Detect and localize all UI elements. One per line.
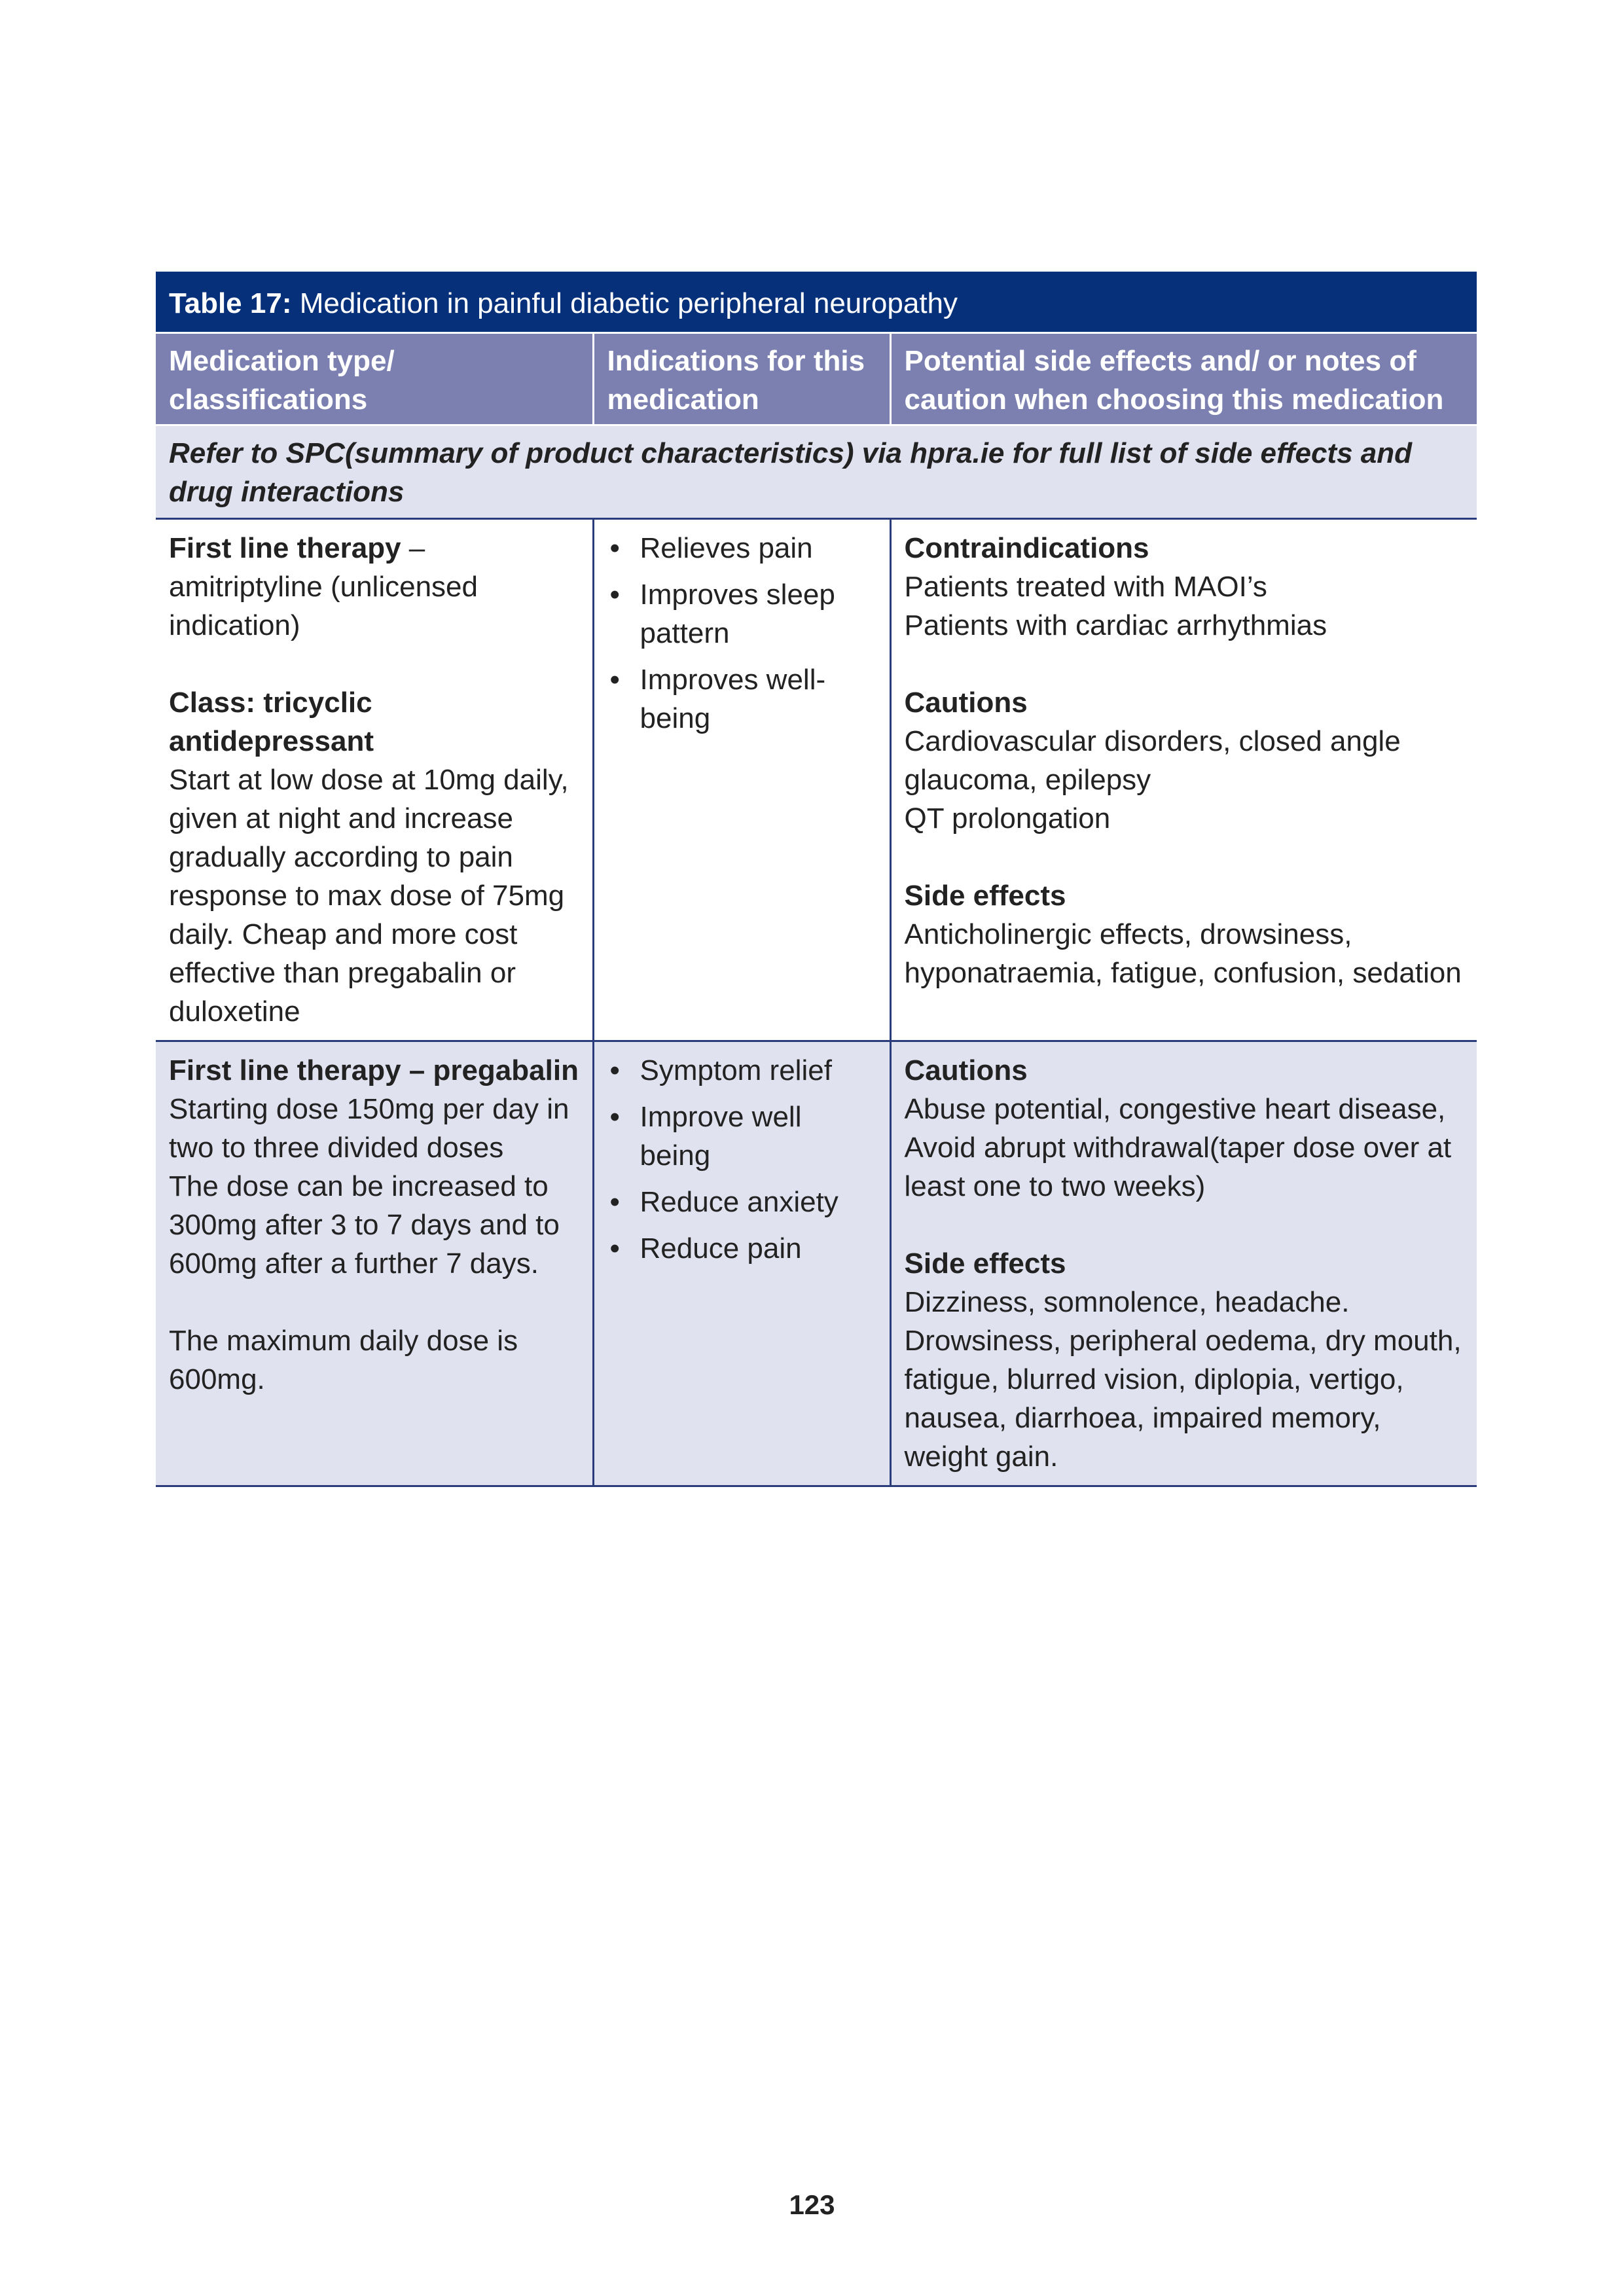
table-caption-row <box>156 272 1477 333</box>
table-row <box>156 519 1477 1041</box>
spacer <box>905 838 1464 876</box>
bullet-icon: • <box>609 1101 620 1133</box>
bullet-icon: • <box>609 579 620 611</box>
bullet-icon: • <box>609 664 620 696</box>
bullet-icon: • <box>609 1232 620 1265</box>
medication-title <box>169 529 579 645</box>
contraindication-text: Patients treated with MAOI’s <box>904 571 1267 603</box>
spacer <box>169 1283 579 1321</box>
medication-dosing-text: The dose can be increased to 300mg after 3 to 7 days and to 600mg after a further 7 days. <box>169 1170 560 1280</box>
side-effects-text: Drowsiness, peripheral oedema, dry mouth, fatigue, blurred vision, diplopia, vertigo, nausea, diarrhoea, impaired memory, weight gain. <box>904 1325 1462 1473</box>
list-item <box>607 660 876 738</box>
column-header-indications: Indications for this medication <box>593 333 890 425</box>
medication-table-container <box>156 272 1477 1487</box>
indications-cell-pregabalin <box>593 1041 890 1486</box>
indications-list <box>607 1051 876 1268</box>
refer-note-row <box>156 425 1477 519</box>
table-caption <box>156 272 1477 333</box>
refer-note: Refer to SPC(summary of product characteristics) via hpra.ie for full list of side effects and drug interactions <box>156 425 1477 519</box>
list-item <box>607 529 876 567</box>
list-item <box>607 1229 876 1268</box>
medication-title: First line therapy – pregabalin <box>169 1054 579 1086</box>
medication-class-heading: Class: tricyclic antidepressant <box>169 687 374 757</box>
notes-cell-amitriptyline <box>890 519 1477 1041</box>
medication-cell-amitriptyline <box>156 519 593 1041</box>
side-effects-text: Anticholinergic effects, drowsiness, hyponatraemia, fatigue, confusion, sedation <box>904 918 1462 989</box>
notes-cell-pregabalin <box>890 1041 1477 1486</box>
indication-text: Improve well being <box>640 1101 802 1172</box>
cautions-heading: Cautions <box>904 1054 1028 1086</box>
indications-list <box>607 529 876 738</box>
side-effects-text: Dizziness, somnolence, headache. <box>904 1286 1350 1318</box>
indication-text: Improves sleep pattern <box>640 579 835 649</box>
contraindication-text: Patients with cardiac arrhythmias <box>904 609 1327 641</box>
indications-cell-amitriptyline <box>593 519 890 1041</box>
bullet-icon: • <box>609 1186 620 1218</box>
cautions-text: Avoid abrupt withdrawal(taper dose over at least one to two weeks) <box>904 1132 1452 1202</box>
column-header-side-effects: Potential side effects and/ or notes of caution when choosing this medication <box>890 333 1477 425</box>
indication-text: Relieves pain <box>640 532 813 564</box>
column-header-medication-type: Medication type/ classifications <box>156 333 593 425</box>
indication-text: Reduce anxiety <box>640 1186 839 1218</box>
indication-text: Improves well-being <box>640 664 826 734</box>
spacer <box>905 1206 1464 1244</box>
table-caption-text: Medication in painful diabetic peripheral neuropathy <box>291 287 958 319</box>
table-caption-label: Table 17: <box>169 287 292 319</box>
side-effects-heading: Side effects <box>904 880 1066 912</box>
medication-cell-pregabalin <box>156 1041 593 1486</box>
indication-text: Reduce pain <box>640 1232 802 1265</box>
cautions-text: QT prolongation <box>904 802 1111 834</box>
table-row <box>156 1041 1477 1486</box>
list-item <box>607 1051 876 1090</box>
medication-title-bold: First line therapy <box>169 532 401 564</box>
table-header-row <box>156 333 1477 425</box>
contraindications-heading: Contraindications <box>904 532 1149 564</box>
medication-table <box>156 272 1477 1487</box>
cautions-text: Cardiovascular disorders, closed angle glaucoma, epilepsy <box>904 725 1401 796</box>
spacer <box>905 645 1464 683</box>
side-effects-heading: Side effects <box>904 1247 1066 1280</box>
cautions-heading: Cautions <box>904 687 1028 719</box>
bullet-icon: • <box>609 532 620 564</box>
cautions-text: Abuse potential, congestive heart disease, <box>904 1093 1446 1125</box>
medication-title-rest: – amitriptyline (unlicensed indication) <box>169 532 478 641</box>
list-item <box>607 1183 876 1221</box>
list-item <box>607 1098 876 1175</box>
spacer <box>169 645 579 683</box>
bullet-icon: • <box>609 1054 620 1086</box>
medication-dosing-text: Start at low dose at 10mg daily, given at night and increase gradually according to pain response to max dose of 75mg daily. Cheap and more cost effective than pregabalin or duloxetine <box>169 764 569 1028</box>
page-number: 123 <box>789 2189 835 2220</box>
indication-text: Symptom relief <box>640 1054 832 1086</box>
list-item <box>607 575 876 653</box>
medication-dosing-text: Starting dose 150mg per day in two to three divided doses <box>169 1093 569 1164</box>
medication-max-dose: The maximum daily dose is 600mg. <box>169 1325 518 1395</box>
